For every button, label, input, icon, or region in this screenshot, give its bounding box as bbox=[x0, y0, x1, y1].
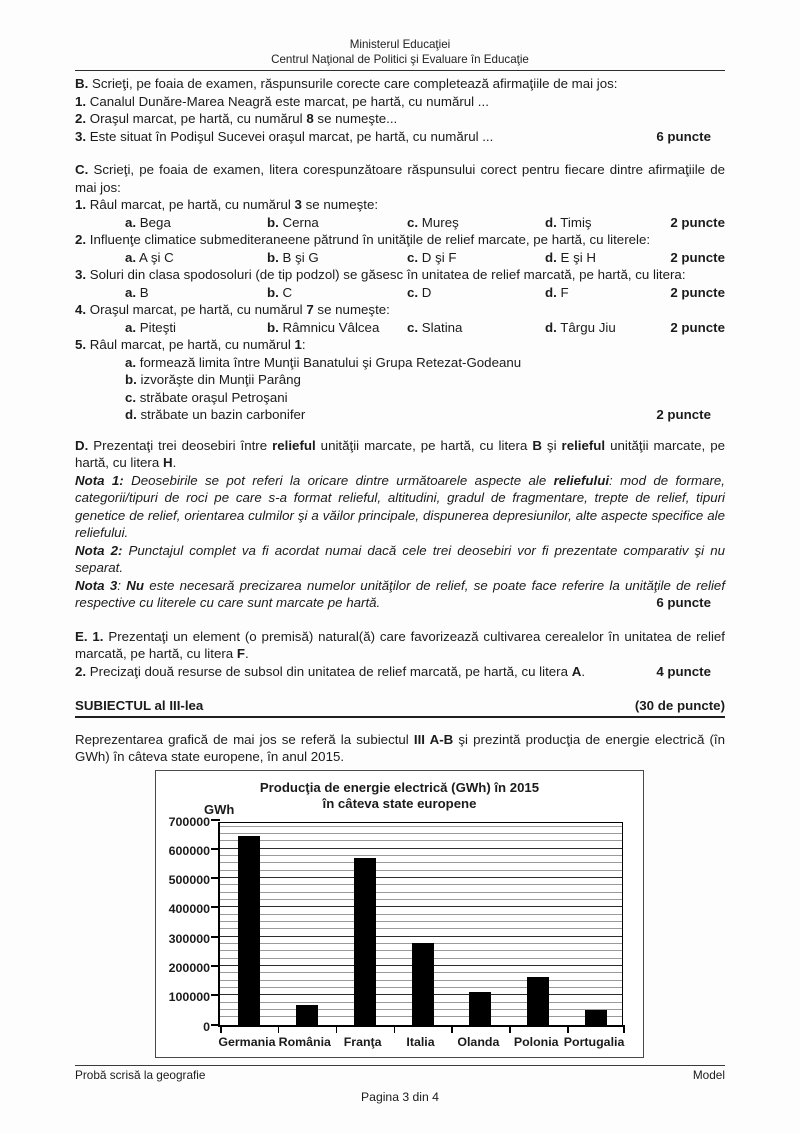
chart-bar bbox=[238, 836, 260, 1025]
option-c bbox=[407, 214, 545, 232]
major-gridline bbox=[220, 936, 622, 937]
text-segment: 1. bbox=[75, 93, 87, 109]
text-segment: Râul marcat, pe hartă, cu numărul bbox=[86, 337, 295, 352]
x-axis-tick bbox=[394, 1025, 396, 1033]
option-text: Bega bbox=[136, 214, 171, 230]
ministry-name: Ministerul Educaţiei bbox=[349, 38, 451, 51]
y-axis-label: 100000 bbox=[168, 990, 210, 1005]
text-segment: 5. bbox=[75, 337, 87, 352]
text-segment: Soluri din clasa spodosoluri (de tip podzol) se găsesc în unitatea de relief marcată, pe hartă, cu litera: bbox=[86, 267, 686, 282]
text-segment: . bbox=[581, 663, 586, 679]
nota-1 bbox=[75, 472, 725, 542]
y-axis-tick bbox=[211, 877, 220, 879]
points-label: 6 puncte bbox=[656, 595, 711, 610]
minor-gridline bbox=[220, 914, 622, 915]
x-axis-label: România bbox=[278, 1034, 331, 1049]
text-segment: străbate oraşul Petroşani bbox=[136, 389, 288, 405]
text-segment: : bbox=[117, 577, 127, 593]
y-axis-label: 300000 bbox=[168, 931, 210, 946]
option-letter: d. bbox=[545, 214, 557, 230]
text-segment: : bbox=[301, 337, 306, 352]
text-segment: Scrieţi, pe foaia de examen, răspunsurile corecte care completează afirmaţiile de mai jos: bbox=[88, 76, 618, 91]
option-b bbox=[267, 214, 407, 232]
y-axis-tick bbox=[211, 906, 220, 908]
text-line bbox=[75, 129, 493, 144]
text-segment: se numeşte: bbox=[313, 302, 390, 317]
text-segment: 2. bbox=[75, 232, 87, 247]
question-stem bbox=[75, 231, 725, 249]
option-letter: a. bbox=[125, 214, 137, 230]
y-axis-label: 600000 bbox=[168, 843, 210, 858]
section-e-item-2 bbox=[75, 663, 725, 681]
text-segment: B bbox=[532, 437, 542, 453]
bar-chart bbox=[155, 770, 644, 1058]
option-letter: d. bbox=[545, 284, 557, 300]
text-segment: III A-B bbox=[413, 731, 454, 747]
text-segment: Prezentaţi trei deosebiri între bbox=[88, 437, 273, 453]
option-letter: c. bbox=[407, 249, 419, 265]
option-b bbox=[267, 319, 407, 337]
major-gridline bbox=[220, 906, 622, 907]
points-label: 2 puncte bbox=[656, 407, 711, 422]
answer-choice-line bbox=[125, 354, 725, 372]
text-segment: 7 bbox=[306, 302, 314, 317]
document-footer bbox=[75, 1065, 725, 1082]
chart-bar bbox=[585, 1010, 607, 1025]
text-segment: Este situat în Podişul Sucevei oraşul marcat, pe hartă, cu numărul ... bbox=[86, 128, 494, 144]
section-b-item-1 bbox=[75, 93, 725, 111]
section-c bbox=[75, 161, 725, 424]
option-letter: b. bbox=[267, 319, 279, 335]
option-d bbox=[545, 284, 655, 302]
text-segment: : mod de formare, categorii/tipuri de roci pe care s-a format relieful, altitudini, gradul de fragmentare, trepte de relief, tipuri genetice de relief, orientarea culmilor şi a văilor principale, dispunerea depresiunilor, alte aspecte specifice ale reliefului. bbox=[75, 472, 725, 540]
chart-bar bbox=[469, 992, 491, 1024]
y-axis-tick bbox=[211, 819, 220, 821]
option-letter: b. bbox=[267, 214, 279, 230]
minor-gridline bbox=[220, 899, 622, 900]
option-text: Cerna bbox=[278, 214, 319, 230]
option-text: Piteşti bbox=[136, 319, 176, 335]
text-segment: formează limita între Munţii Banatului şi Grupa Retezat-Godeanu bbox=[136, 354, 522, 370]
y-axis-tick bbox=[211, 965, 220, 967]
text-segment: Oraşul marcat, pe hartă, cu numărul bbox=[86, 111, 307, 126]
text-segment: se numeşte: bbox=[301, 197, 379, 212]
option-letter: c. bbox=[407, 214, 419, 230]
option-text: D şi F bbox=[418, 249, 457, 265]
x-axis-tick bbox=[278, 1025, 280, 1033]
text-segment: B. bbox=[75, 76, 89, 91]
chart-bar bbox=[354, 858, 376, 1024]
text-segment: Râul marcat, pe hartă, cu numărul bbox=[86, 197, 295, 212]
option-a bbox=[125, 319, 267, 337]
option-letter: b. bbox=[267, 249, 279, 265]
option-b bbox=[267, 284, 407, 302]
text-segment: Nota 3 bbox=[75, 577, 118, 593]
text-segment: Punctajul complet va fi acordat numai dacă cele trei deosebiri vor fi prezentate comparativ şi nu separat. bbox=[75, 542, 725, 575]
text-segment: izvorăşte din Munţii Parâng bbox=[136, 372, 301, 387]
option-b bbox=[267, 249, 407, 267]
x-axis-label: Olanda bbox=[457, 1034, 500, 1049]
section-b bbox=[75, 75, 725, 145]
option-c bbox=[407, 249, 545, 267]
text-segment: 2. bbox=[75, 111, 87, 126]
option-text: F bbox=[556, 284, 569, 300]
question-stem bbox=[75, 266, 725, 284]
text-segment: D. bbox=[75, 437, 89, 453]
text-segment: 3. bbox=[75, 267, 87, 282]
text-line bbox=[75, 664, 585, 679]
question-1 bbox=[75, 196, 725, 231]
text-segment: 1 bbox=[294, 337, 302, 352]
text-segment: Nu bbox=[126, 577, 144, 593]
option-text: E şi H bbox=[556, 249, 596, 265]
text-line bbox=[75, 578, 725, 611]
y-axis-tick bbox=[211, 994, 220, 996]
option-letter: c. bbox=[407, 319, 419, 335]
center-name: Centrul Naţional de Politici şi Evaluare în Educaţie bbox=[271, 52, 529, 66]
section-d bbox=[75, 437, 725, 612]
text-segment: se numeşte... bbox=[313, 111, 398, 126]
section-d-notes bbox=[75, 472, 725, 612]
option-d bbox=[545, 249, 655, 267]
question-4 bbox=[75, 301, 725, 336]
section-d-lead bbox=[75, 437, 725, 472]
text-segment: reliefului bbox=[553, 472, 610, 488]
x-axis-tick bbox=[220, 1025, 222, 1033]
option-letter: a. bbox=[125, 319, 137, 335]
option-text: Târgu Jiu bbox=[556, 319, 616, 335]
x-axis-label: Germania bbox=[218, 1034, 276, 1049]
text-segment: . bbox=[172, 455, 177, 470]
question-3 bbox=[75, 266, 725, 301]
option-text: B şi G bbox=[278, 249, 319, 265]
text-segment: C. bbox=[75, 162, 89, 177]
option-text: Mureş bbox=[418, 214, 459, 230]
chart-bar bbox=[412, 943, 434, 1025]
chart-title-line-1: Producţia de energie electrică (GWh) în 2015 bbox=[259, 779, 540, 795]
section-b-item-3 bbox=[75, 128, 725, 146]
minor-gridline bbox=[220, 928, 622, 929]
nota-3 bbox=[75, 577, 725, 612]
subject-3-points: (30 de puncte) bbox=[634, 698, 725, 713]
y-axis-label: 0 bbox=[203, 1019, 210, 1034]
text-segment: Reprezentarea grafică de mai jos se referă la subiectul bbox=[75, 731, 414, 747]
option-c bbox=[407, 284, 545, 302]
minor-gridline bbox=[220, 921, 622, 922]
points-label: 2 puncte bbox=[670, 284, 725, 300]
options-row bbox=[125, 284, 725, 302]
text-segment: 2. bbox=[75, 663, 87, 679]
option-text: C bbox=[278, 284, 293, 300]
options-row bbox=[125, 319, 725, 337]
text-segment: E. 1. bbox=[75, 628, 104, 644]
x-axis-label: Portugalia bbox=[563, 1034, 625, 1049]
subject-3-intro bbox=[75, 731, 725, 766]
minor-gridline bbox=[220, 826, 622, 827]
text-segment: Precizaţi două resurse de subsol din unitatea de relief marcată, pe hartă, cu litera bbox=[86, 663, 572, 679]
option-text: D bbox=[418, 284, 432, 300]
y-axis-tick bbox=[211, 1024, 220, 1026]
text-segment: H bbox=[162, 455, 173, 470]
minor-gridline bbox=[220, 884, 622, 885]
option-a bbox=[125, 284, 267, 302]
text-segment: unităţii marcate, pe hartă, cu litera bbox=[315, 437, 533, 453]
page-number: Pagina 3 din 4 bbox=[361, 1089, 439, 1104]
chart-bar bbox=[527, 977, 549, 1024]
x-axis-tick bbox=[336, 1025, 338, 1033]
option-letter: d. bbox=[545, 319, 557, 335]
y-axis-label: 700000 bbox=[168, 814, 210, 829]
major-gridline bbox=[220, 848, 622, 849]
header-divider bbox=[75, 70, 725, 71]
text-segment: 3 bbox=[294, 197, 302, 212]
x-axis-label: Polonia bbox=[513, 1034, 559, 1049]
chart-bar bbox=[296, 1005, 318, 1024]
text-segment: relieful bbox=[272, 437, 316, 453]
y-axis-unit-label: GWh bbox=[204, 801, 235, 817]
text-segment: Nota 2: bbox=[75, 542, 123, 558]
minor-gridline bbox=[220, 855, 622, 856]
text-segment: F bbox=[236, 646, 245, 661]
option-d bbox=[545, 319, 655, 337]
options-row bbox=[125, 214, 725, 232]
question-2 bbox=[75, 231, 725, 266]
subject-3-heading bbox=[75, 697, 725, 718]
x-axis-tick bbox=[567, 1025, 569, 1033]
option-letter: c. bbox=[407, 284, 419, 300]
option-letter: a. bbox=[125, 249, 137, 265]
minor-gridline bbox=[220, 840, 622, 841]
minor-gridline bbox=[220, 833, 622, 834]
answer-choice-line bbox=[125, 406, 725, 424]
question-5 bbox=[75, 336, 725, 424]
option-letter: d. bbox=[545, 249, 557, 265]
text-segment: Nota 1: bbox=[75, 472, 124, 488]
x-axis-tick bbox=[509, 1025, 511, 1033]
points-label: 6 puncte bbox=[656, 128, 711, 144]
subject-3-title: SUBIECTUL al III-lea bbox=[75, 698, 204, 713]
option-a bbox=[125, 214, 267, 232]
footer-exam-name: Probă scrisă la geografie bbox=[75, 1067, 206, 1082]
y-axis-tick bbox=[211, 848, 220, 850]
text-segment: Scrieţi, pe foaia de examen, litera corespunzătoare răspunsului corect pentru fiecare dintre afirmaţiile de mai jos: bbox=[75, 162, 725, 195]
text-segment: c. bbox=[125, 389, 137, 405]
option-letter: a. bbox=[125, 284, 137, 300]
points-label: 2 puncte bbox=[670, 319, 725, 335]
y-axis-labels bbox=[156, 814, 218, 1034]
text-segment: şi prezintă producţia de energie electrică (în GWh) în câteva state europene, în anul 2015. bbox=[75, 731, 725, 764]
option-text: Slatina bbox=[418, 319, 463, 335]
text-segment: Prezentaţi un element (o premisă) natural(ă) care favorizează cultivarea cerealelor în unitatea de relief marcată, pe hartă, cu litera bbox=[75, 628, 725, 661]
minor-gridline bbox=[220, 892, 622, 893]
major-gridline bbox=[220, 877, 622, 878]
minor-gridline bbox=[220, 862, 622, 863]
points-label: 4 puncte bbox=[656, 663, 711, 679]
question-stem bbox=[75, 336, 725, 354]
text-segment: . bbox=[244, 646, 249, 661]
options-row bbox=[125, 249, 725, 267]
answer-choice-line bbox=[125, 389, 725, 407]
x-axis-tick bbox=[451, 1025, 453, 1033]
x-axis-tick bbox=[623, 1025, 625, 1033]
option-text: Râmnicu Vâlcea bbox=[278, 319, 380, 335]
y-axis-tick bbox=[211, 936, 220, 938]
section-e bbox=[75, 628, 725, 681]
text-segment: Influenţe climatice submediteraneene pătrund în unităţile de relief marcate, pe hartă, cu literele: bbox=[86, 232, 651, 247]
text-segment: 1. bbox=[75, 197, 87, 212]
option-a bbox=[125, 249, 267, 267]
text-segment: Oraşul marcat, pe hartă, cu numărul bbox=[86, 302, 307, 317]
text-segment: b. bbox=[125, 372, 137, 387]
option-c bbox=[407, 319, 545, 337]
question-stem bbox=[75, 301, 725, 319]
text-segment: a. bbox=[125, 354, 137, 370]
question-stem bbox=[75, 196, 725, 214]
answer-choice-line bbox=[125, 371, 725, 389]
document-header bbox=[75, 38, 725, 67]
option-d bbox=[545, 214, 655, 232]
option-text: Timiş bbox=[556, 214, 592, 230]
points-label: 2 puncte bbox=[670, 249, 725, 265]
text-segment: A bbox=[571, 663, 582, 679]
section-b-item-2 bbox=[75, 110, 725, 128]
answer-choices-block bbox=[125, 354, 725, 424]
text-segment: unităţii marcate, pe hartă, cu litera bbox=[75, 437, 725, 470]
text-segment: şi bbox=[541, 437, 562, 453]
option-letter: b. bbox=[267, 284, 279, 300]
option-text: A şi C bbox=[136, 249, 174, 265]
text-segment: Deosebirile se pot referi la oricare dintre următoarele aspecte ale bbox=[123, 472, 554, 488]
x-axis-label: Franţa bbox=[343, 1034, 382, 1049]
text-segment: Canalul Dunăre-Marea Neagră este marcat, pe hartă, cu numărul ... bbox=[86, 93, 489, 109]
text-segment: 3. bbox=[75, 128, 87, 144]
points-label: 2 puncte bbox=[670, 214, 725, 230]
minor-gridline bbox=[220, 870, 622, 871]
y-axis-label: 200000 bbox=[168, 960, 210, 975]
text-segment: 8 bbox=[306, 111, 314, 126]
option-text: B bbox=[136, 284, 149, 300]
text-segment: relieful bbox=[561, 437, 606, 453]
section-c-intro bbox=[75, 161, 725, 196]
text-segment: străbate un bazin carbonifer bbox=[136, 407, 306, 422]
section-e-item-1 bbox=[75, 628, 725, 663]
text-segment: este necesară precizarea numelor unităţilor de relief, se poate face referire la unităţile de relief respective cu literele cu care sunt marcate pe hartă. bbox=[75, 577, 726, 610]
y-axis-label: 400000 bbox=[168, 902, 210, 917]
text-segment: 4. bbox=[75, 302, 87, 317]
nota-2 bbox=[75, 542, 725, 577]
section-b-intro bbox=[75, 75, 725, 93]
chart-title-line-2: în câteva state europene bbox=[322, 796, 477, 811]
y-axis-label: 500000 bbox=[168, 873, 210, 888]
chart-plot bbox=[218, 822, 623, 1027]
x-axis-labels bbox=[218, 1034, 623, 1052]
text-segment: d. bbox=[125, 407, 137, 422]
footer-model-label: Model bbox=[692, 1067, 725, 1082]
x-axis-label: Italia bbox=[406, 1034, 435, 1049]
